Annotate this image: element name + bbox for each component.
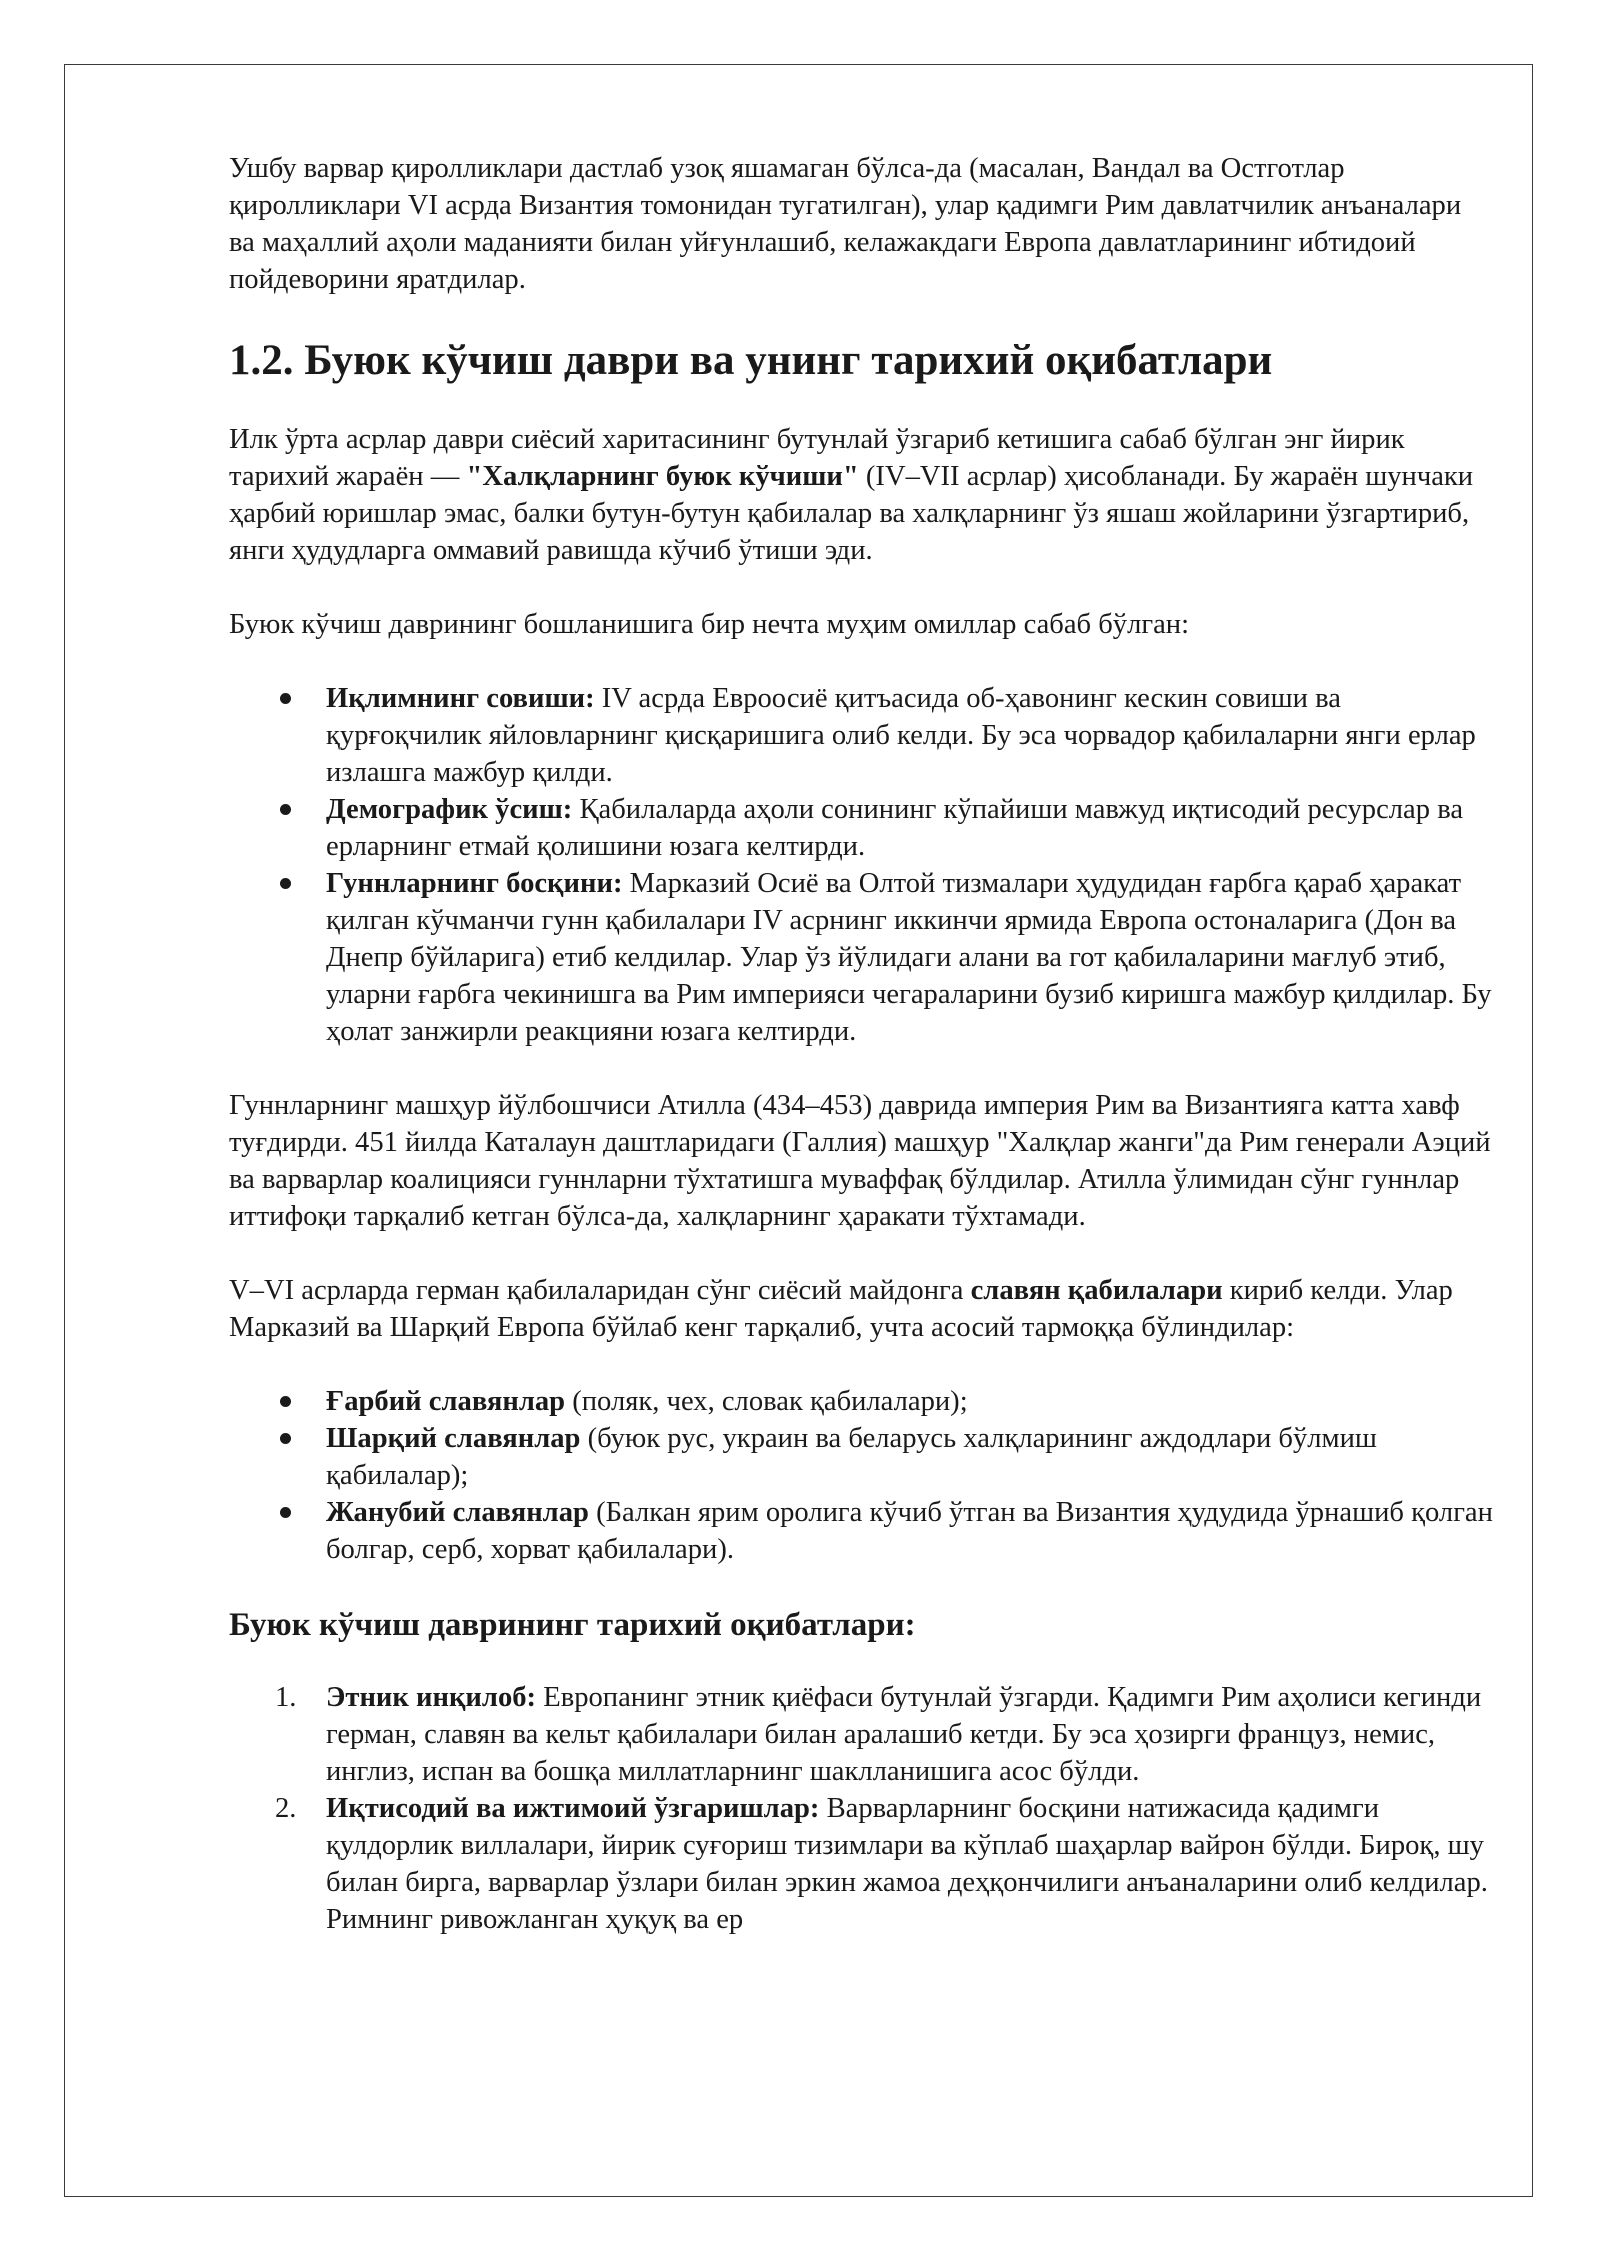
causes-list — [229, 680, 1494, 1050]
bullet-icon — [280, 1396, 291, 1407]
slavs-list — [229, 1383, 1494, 1568]
migration-text-start: Илк ўрта асрлар даври сиёсий харитасининг бутунлай ўзгариб кетишига сабаб бўлган энг йирик тарихий жараён — — [229, 424, 1405, 492]
bullet-icon — [280, 1433, 291, 1444]
cause-title: Демографик ўсиш: — [326, 794, 573, 825]
consequence-text: Европанинг этник қиёфаси бутунлай ўзгарди. Қадимги Рим аҳолиси кегинди герман, славян ва кельт қабилалари билан аралашиб кетди. Бу эса ҳозирги француз, немис, инглиз, испан ва бошқа миллатларнинг шаклланишига асос бўлди. — [326, 1682, 1482, 1787]
bullet-icon — [280, 804, 291, 815]
slav-group-title: Ғарбий славянлар — [326, 1386, 566, 1417]
intro-paragraph: Ушбу варвар қиролликлари дастлаб узоқ яшамаган бўлса-да (масалан, Вандал ва Остготлар қиролликлари VI асрда Византия томонидан тугатилган), улар қадимги Рим давлатчилик анъаналари ва маҳаллий аҳоли маданияти билан уйғунлашиб, келажакдаги Европа давлатларининг ибтидоий пойдеворини яратдилар. — [229, 153, 1462, 295]
consequence-title: Этник инқилоб: — [326, 1682, 537, 1713]
item-number: 1. — [275, 1682, 297, 1713]
list-item — [229, 791, 1494, 865]
list-item — [229, 1420, 1494, 1494]
slavs-term: славян қабилалари — [970, 1275, 1223, 1306]
section-heading: 1.2. Буюк кўчиш даври ва унинг тарихий оқибатлари — [229, 337, 1273, 384]
document-body — [229, 150, 1494, 1938]
bullet-icon — [280, 693, 291, 704]
migration-paragraph — [229, 421, 1494, 569]
cause-text: Марказий Осиё ва Олтой тизмалари ҳудудидан ғарбга қараб ҳаракат қилган кўчманчи гунн қабилалари IV асрнинг иккинчи ярмида Европа остоналарига (Дон ва Днепр бўйларига) етиб келдилар. Улар ўз йўлидаги алани ва гот қабилаларини мағлуб этиб, уларни ғарбга чекинишга ва Рим империяси чегараларини бузиб киришга мажбур қилдилар. Бу ҳолат занжирли реакцияни юзага келтирди. — [326, 868, 1492, 1047]
migration-term: "Халқларнинг буюк кўчиши" — [466, 461, 859, 492]
cause-title: Иқлимнинг совиши: — [326, 683, 595, 714]
migration-text-end: (IV–VII асрлар) ҳисобланади. Бу жараён шунчаки ҳарбий юришлар эмас, балки бутун-бутун қабилалар ва халқларнинг ўз яшаш жойларини ўзгартириб, янги ҳудудларга оммавий равишда кўчиб ўтиши эди. — [229, 461, 1474, 566]
cause-text: Қабилаларда аҳоли сонининг кўпайиши мавжуд иқтисодий ресурслар ва ерларнинг етмай қолишини юзага келтирди. — [326, 794, 1464, 862]
attila-paragraph: Гуннларнинг машҳур йўлбошчиси Атилла (434–453) даврида империя Рим ва Византияга катта хавф туғдирди. 451 йилда Каталаун даштларидаги (Галлия) машҳур "Халқлар жанги"да Рим генерали Аэций ва варварлар коалицияси гуннларни тўхтатишга муваффақ бўлдилар. Атилла ўлимидан сўнг гуннлар иттифоқи тарқалиб кетган бўлса-да, халқларнинг ҳаракати тўхтамади. — [229, 1090, 1491, 1232]
cause-text: IV асрда Евроосиё қитъасида об-ҳавонинг кескин совиши ва қурғоқчилик яйловларнинг қисқаришига олиб келди. Бу эса чорвадор қабилаларни янги ерлар излашга мажбур қилди. — [326, 683, 1476, 788]
slav-group-text: (поляк, чех, словак қабилалари); — [565, 1386, 968, 1417]
consequences-heading: Буюк кўчиш даврининг тарихий оқибатлари: — [229, 1607, 916, 1643]
slav-group-text: (буюк рус, украин ва беларусь халқларининг аждодлари бўлмиш қабилалар); — [326, 1423, 1377, 1491]
slavs-paragraph — [229, 1272, 1494, 1346]
list-item — [229, 865, 1494, 1050]
cause-title: Гуннларнинг босқини: — [326, 868, 623, 899]
bullet-icon — [280, 878, 291, 889]
slav-group-text: (Балкан ярим оролига кўчиб ўтган ва Византия ҳудудида ўрнашиб қолган болгар, серб, хорват қабилалари). — [326, 1497, 1493, 1565]
item-number: 2. — [275, 1793, 297, 1824]
slavs-text-start: V–VI асрларда герман қабилаларидан сўнг сиёсий майдонга — [229, 1275, 971, 1306]
list-item — [229, 1679, 1494, 1790]
list-item — [229, 1383, 1494, 1420]
list-item — [229, 1494, 1494, 1568]
slavs-text-end: кириб келди. Улар Марказий ва Шарқий Европа бўйлаб кенг тарқалиб, учта асосий тармоққа бўлиндилар: — [229, 1275, 1453, 1343]
slav-group-title: Жанубий славянлар — [326, 1497, 589, 1528]
bullet-icon — [280, 1507, 291, 1518]
list-item — [229, 680, 1494, 791]
consequence-text: Варварларнинг босқини натижасида қадимги қулдорлик виллалари, йирик суғориш тизимлари ва кўплаб шаҳарлар вайрон бўлди. Бироқ, шу билан бирга, варварлар ўзлари билан эркин жамоа деҳқончилиги анъаналарини олиб келдилар. Римнинг ривожланган ҳуқуқ ва ер — [326, 1793, 1488, 1935]
consequences-list — [229, 1679, 1494, 1938]
causes-intro-paragraph: Буюк кўчиш даврининг бошланишига бир нечта муҳим омиллар сабаб бўлган: — [229, 609, 1190, 640]
slav-group-title: Шарқий славянлар — [326, 1423, 581, 1454]
consequence-title: Иқтисодий ва ижтимоий ўзгаришлар: — [326, 1793, 820, 1824]
list-item — [229, 1790, 1494, 1938]
